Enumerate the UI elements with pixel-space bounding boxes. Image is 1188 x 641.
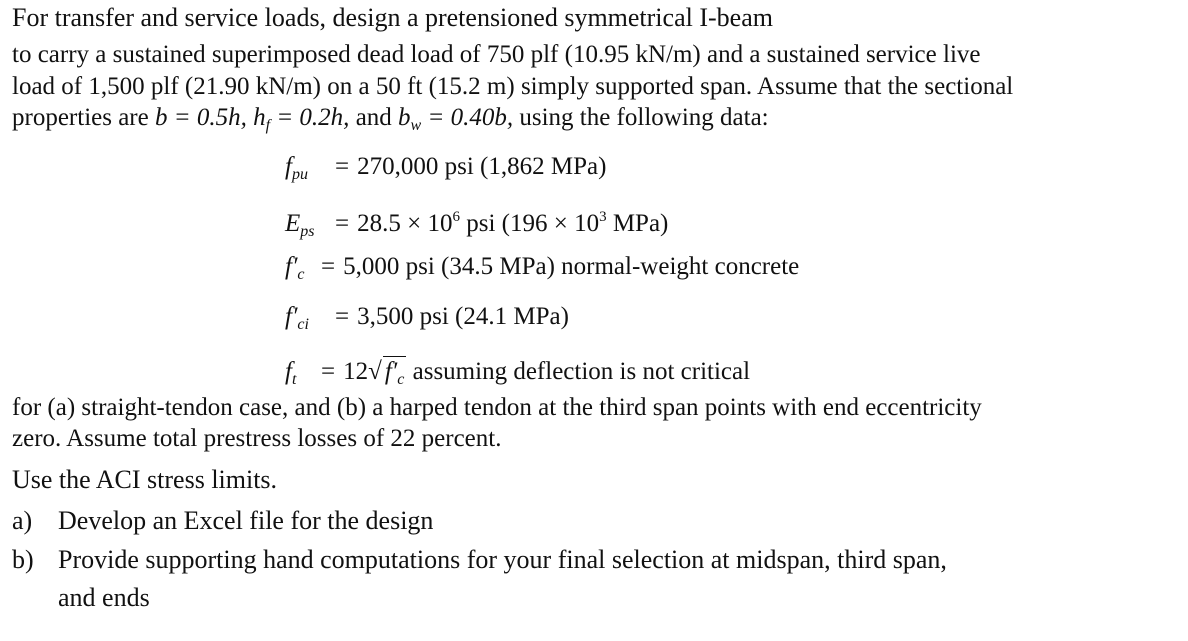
fci-sym-text: f′: [285, 303, 298, 330]
eps-value-c: MPa): [612, 210, 669, 237]
line4-and: and: [355, 104, 392, 131]
line4-suffix: using the following data:: [519, 104, 769, 131]
fci-equals: =: [335, 303, 350, 330]
fc-symbol: [285, 252, 317, 290]
line4-sub-w: w: [410, 117, 422, 134]
instructions-intro: Use the ACI stress limits.: [12, 465, 278, 494]
instruction-b-marker: b): [12, 545, 34, 574]
ft-sub: t: [291, 371, 297, 388]
line4-expr2: = 0.2h,: [276, 104, 350, 131]
eps-value-a: 28.5 × 10: [357, 210, 453, 237]
problem-line-2: to carry a sustained superimposed dead load of 750 plf (10.95 kN/m) and a sustained service live: [12, 41, 981, 68]
fc-sym-text: f′: [285, 253, 298, 280]
eps-sub: ps: [300, 223, 315, 240]
continuation-line-2: zero. Assume total prestress losses of 22 percent.: [12, 425, 502, 452]
ft-tail: assuming deflection is not critical: [412, 358, 751, 385]
fpu-sub: pu: [291, 166, 308, 183]
eps-sym-text: E: [285, 210, 301, 237]
ft-coeff: 12: [343, 358, 369, 385]
fc-equals: =: [321, 253, 336, 280]
instruction-b-continued: and ends: [58, 583, 150, 612]
instruction-b-text: Provide supporting hand computations for your final selection at midspan, third span,: [58, 545, 947, 574]
line4-expr4: = 0.40b,: [427, 104, 514, 131]
instruction-a-text: Develop an Excel file for the design: [58, 506, 434, 535]
eps-exp2: 3: [599, 209, 607, 225]
fpu-sym-text: f: [285, 153, 292, 180]
data-eps: [285, 202, 668, 247]
data-fpu: [285, 152, 606, 190]
ft-symbol: [285, 357, 317, 395]
ft-rad-sub: c: [397, 371, 405, 388]
ft-rad-sym: f′: [384, 358, 398, 385]
line4-expr: b = 0.5h, h: [154, 104, 266, 131]
fci-sub: ci: [297, 316, 309, 333]
fpu-equals: =: [335, 153, 350, 180]
fpu-value: 270,000 psi (1,862 MPa): [357, 153, 607, 180]
fc-sub: c: [297, 266, 305, 283]
fc-value: 5,000 psi (34.5 MPa) normal-weight concrete: [343, 253, 800, 280]
line4-sub-f: f: [265, 117, 271, 134]
line4-expr3: b: [398, 104, 411, 131]
eps-equals: =: [335, 210, 350, 237]
ft-radicand: [383, 356, 407, 395]
fci-value: 3,500 psi (24.1 MPa): [357, 303, 569, 330]
fpu-symbol: [285, 152, 331, 190]
sqrt-icon: √: [368, 358, 382, 385]
eps-exp1: 6: [452, 209, 460, 225]
data-fci: [285, 302, 569, 340]
data-ft: [285, 356, 750, 395]
data-fc: [285, 252, 799, 290]
continuation-line-1: for (a) straight-tendon case, and (b) a harped tendon at the third span points with end eccentricity: [12, 394, 982, 421]
fci-symbol: [285, 302, 331, 340]
instruction-a: [12, 506, 433, 536]
ft-equals: =: [321, 358, 336, 385]
instruction-b: [12, 545, 947, 575]
eps-symbol: [285, 209, 331, 247]
ft-sym-text: f: [285, 358, 292, 385]
problem-line-3: load of 1,500 plf (21.90 kN/m) on a 50 ft (15.2 m) simply supported span. Assume that the sectional: [12, 73, 1014, 100]
line4-prefix: properties are: [12, 104, 149, 131]
eps-value-b: psi (196 × 10: [466, 210, 600, 237]
problem-line-1: For transfer and service loads, design a pretensioned symmetrical I-beam: [12, 3, 773, 32]
instruction-a-marker: a): [12, 506, 33, 535]
problem-line-4: [12, 103, 769, 141]
